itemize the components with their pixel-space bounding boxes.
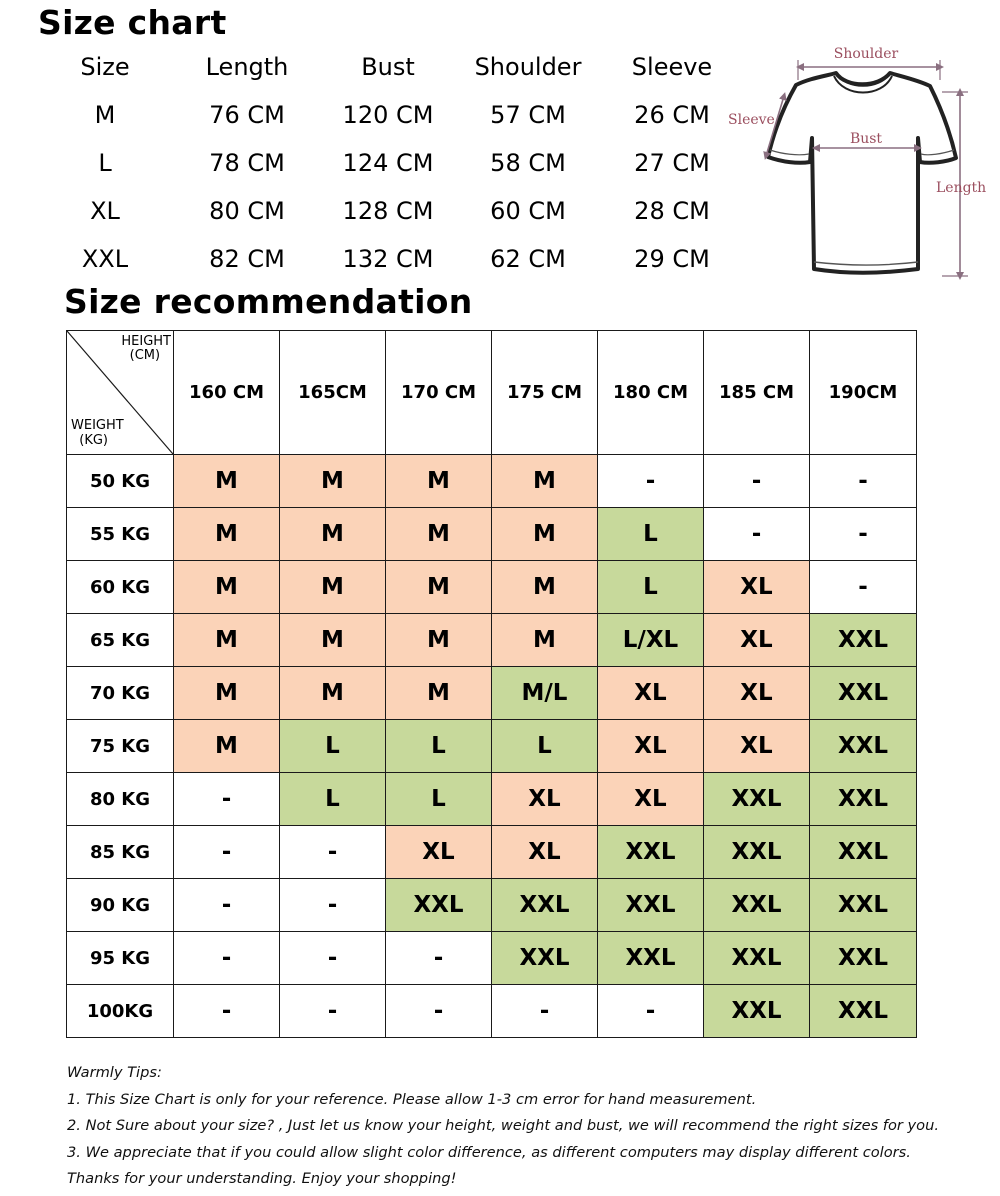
size-cell: L [280, 720, 386, 773]
size-cell: M [386, 614, 492, 667]
size-cell: XL [598, 667, 704, 720]
size-cell: XL [704, 561, 810, 614]
size-chart-cell: 26 CM [634, 101, 710, 129]
size-cell: XXL [810, 773, 917, 826]
weight-row-header: 100KG [67, 985, 174, 1038]
size-cell: - [174, 773, 280, 826]
table-row [67, 667, 917, 720]
height-axis-label: HEIGHT (CM) [121, 334, 171, 364]
size-chart-cell: XL [90, 197, 120, 225]
size-cell: L [386, 773, 492, 826]
sleeve-label: Sleeve [728, 112, 775, 128]
weight-row-header: 50 KG [67, 455, 174, 508]
size-cell: XXL [704, 773, 810, 826]
height-column-header: 175 CM [492, 331, 598, 455]
size-cell: L [598, 508, 704, 561]
size-cell: M [174, 561, 280, 614]
size-cell: - [492, 985, 598, 1038]
size-cell: M [386, 508, 492, 561]
size-cell: M [492, 455, 598, 508]
size-cell: L/XL [598, 614, 704, 667]
size-chart-cell: 27 CM [634, 149, 710, 177]
size-cell: M [174, 614, 280, 667]
weight-axis-label: WEIGHT (KG) [71, 418, 124, 448]
size-cell: - [598, 985, 704, 1038]
size-cell: XXL [492, 932, 598, 985]
size-cell: - [810, 455, 917, 508]
table-row [67, 932, 917, 985]
shoulder-label: Shoulder [833, 46, 899, 62]
size-cell: - [174, 826, 280, 879]
size-cell: - [174, 932, 280, 985]
size-cell: XXL [810, 879, 917, 932]
size-cell: XXL [598, 879, 704, 932]
size-cell: - [174, 879, 280, 932]
size-cell: M [174, 667, 280, 720]
height-column-header: 165CM [280, 331, 386, 455]
size-cell: XXL [598, 932, 704, 985]
table-corner-cell [67, 331, 174, 455]
size-cell: XXL [810, 826, 917, 879]
size-chart-header: Size [80, 53, 130, 81]
size-cell: - [386, 932, 492, 985]
table-row [67, 773, 917, 826]
size-cell: - [704, 508, 810, 561]
size-cell: XL [704, 614, 810, 667]
size-chart-cell: 120 CM [342, 101, 434, 129]
weight-row-header: 75 KG [67, 720, 174, 773]
tip-line: 2. Not Sure about your size? , Just let us know your height, weight and bust, we will recommend the right sizes for you. [67, 1117, 939, 1134]
height-column-header: 170 CM [386, 331, 492, 455]
size-cell: M [386, 455, 492, 508]
size-cell: XXL [810, 667, 917, 720]
weight-row-header: 65 KG [67, 614, 174, 667]
size-cell: - [810, 561, 917, 614]
table-row [67, 826, 917, 879]
size-cell: XXL [810, 932, 917, 985]
height-column-header: 185 CM [704, 331, 810, 455]
weight-row-header: 95 KG [67, 932, 174, 985]
size-cell: M [280, 614, 386, 667]
size-cell: XXL [810, 720, 917, 773]
size-cell: XL [598, 773, 704, 826]
weight-row-header: 55 KG [67, 508, 174, 561]
warmly-tips [67, 1060, 987, 1193]
size-cell: XL [492, 773, 598, 826]
size-cell: XL [704, 720, 810, 773]
weight-row-header: 60 KG [67, 561, 174, 614]
size-cell: M [280, 667, 386, 720]
size-cell: L [280, 773, 386, 826]
size-chart-cell: 28 CM [634, 197, 710, 225]
weight-row-header: 85 KG [67, 826, 174, 879]
weight-row-header: 90 KG [67, 879, 174, 932]
size-cell: M [386, 561, 492, 614]
size-recommendation-title: Size recommendation [64, 282, 473, 321]
size-cell: XL [386, 826, 492, 879]
size-cell: - [598, 455, 704, 508]
size-cell: M [492, 614, 598, 667]
size-cell: M [492, 508, 598, 561]
size-chart-cell: 132 CM [342, 245, 434, 273]
size-cell: XL [492, 826, 598, 879]
size-chart-cell: 128 CM [342, 197, 434, 225]
size-chart-cell: 78 CM [209, 149, 285, 177]
size-cell: M [174, 508, 280, 561]
table-row [67, 985, 917, 1038]
bust-label: Bust [849, 131, 883, 147]
tshirt-outline-icon [718, 36, 1000, 286]
height-column-header: 190CM [810, 331, 917, 455]
table-row [67, 561, 917, 614]
size-cell: M [174, 720, 280, 773]
size-chart-header: Sleeve [631, 53, 713, 81]
size-chart-cell: 124 CM [342, 149, 434, 177]
size-cell: M [280, 455, 386, 508]
size-cell: - [280, 826, 386, 879]
size-cell: - [280, 879, 386, 932]
size-cell: M [492, 561, 598, 614]
size-cell: L [492, 720, 598, 773]
tshirt-diagram [718, 36, 1000, 286]
size-cell: - [280, 932, 386, 985]
size-chart-cell: 62 CM [490, 245, 566, 273]
size-chart-cell: 82 CM [209, 245, 285, 273]
size-cell: - [810, 508, 917, 561]
size-chart-title: Size chart [38, 3, 227, 42]
size-chart-cell: 58 CM [490, 149, 566, 177]
table-row [67, 879, 917, 932]
length-label: Length [936, 180, 987, 196]
size-cell: XXL [492, 879, 598, 932]
size-chart-cell: 29 CM [634, 245, 710, 273]
size-chart-cell: XXL [81, 245, 129, 273]
size-cell: L [598, 561, 704, 614]
weight-row-header: 70 KG [67, 667, 174, 720]
size-cell: M [174, 455, 280, 508]
tips-heading: Warmly Tips: [67, 1064, 162, 1081]
size-chart-cell: 80 CM [209, 197, 285, 225]
height-column-header: 160 CM [174, 331, 280, 455]
size-cell: XXL [704, 826, 810, 879]
table-row [67, 720, 917, 773]
size-cell: M [280, 561, 386, 614]
size-chart-cell: M [94, 101, 116, 129]
table-row [67, 508, 917, 561]
size-cell: XXL [598, 826, 704, 879]
size-chart-cell: 76 CM [209, 101, 285, 129]
size-cell: XXL [704, 879, 810, 932]
size-cell: M/L [492, 667, 598, 720]
size-chart-cell: 57 CM [490, 101, 566, 129]
size-chart-cell: 60 CM [490, 197, 566, 225]
tip-line: Thanks for your understanding. Enjoy your shopping! [67, 1170, 457, 1187]
size-cell: M [280, 508, 386, 561]
size-chart-header: Length [205, 53, 289, 81]
size-chart-header: Shoulder [474, 53, 582, 81]
table-row [67, 614, 917, 667]
size-chart-cell: L [98, 149, 112, 177]
size-cell: - [386, 985, 492, 1038]
size-cell: M [386, 667, 492, 720]
height-column-header: 180 CM [598, 331, 704, 455]
size-cell: XXL [704, 985, 810, 1038]
size-cell: - [174, 985, 280, 1038]
weight-row-header: 80 KG [67, 773, 174, 826]
size-recommendation-table [66, 330, 917, 1038]
table-row [67, 455, 917, 508]
size-cell: - [704, 455, 810, 508]
size-cell: - [280, 985, 386, 1038]
tip-line: 3. We appreciate that if you could allow slight color difference, as different computers may display different colors. [67, 1143, 911, 1161]
size-cell: XXL [810, 614, 917, 667]
size-cell: L [386, 720, 492, 773]
tip-line: 1. This Size Chart is only for your reference. Please allow 1-3 cm error for hand measurement. [67, 1090, 757, 1108]
size-cell: XL [598, 720, 704, 773]
size-cell: XXL [810, 985, 917, 1038]
size-cell: XL [704, 667, 810, 720]
size-cell: XXL [386, 879, 492, 932]
size-cell: XXL [704, 932, 810, 985]
size-chart-header: Bust [361, 53, 415, 81]
